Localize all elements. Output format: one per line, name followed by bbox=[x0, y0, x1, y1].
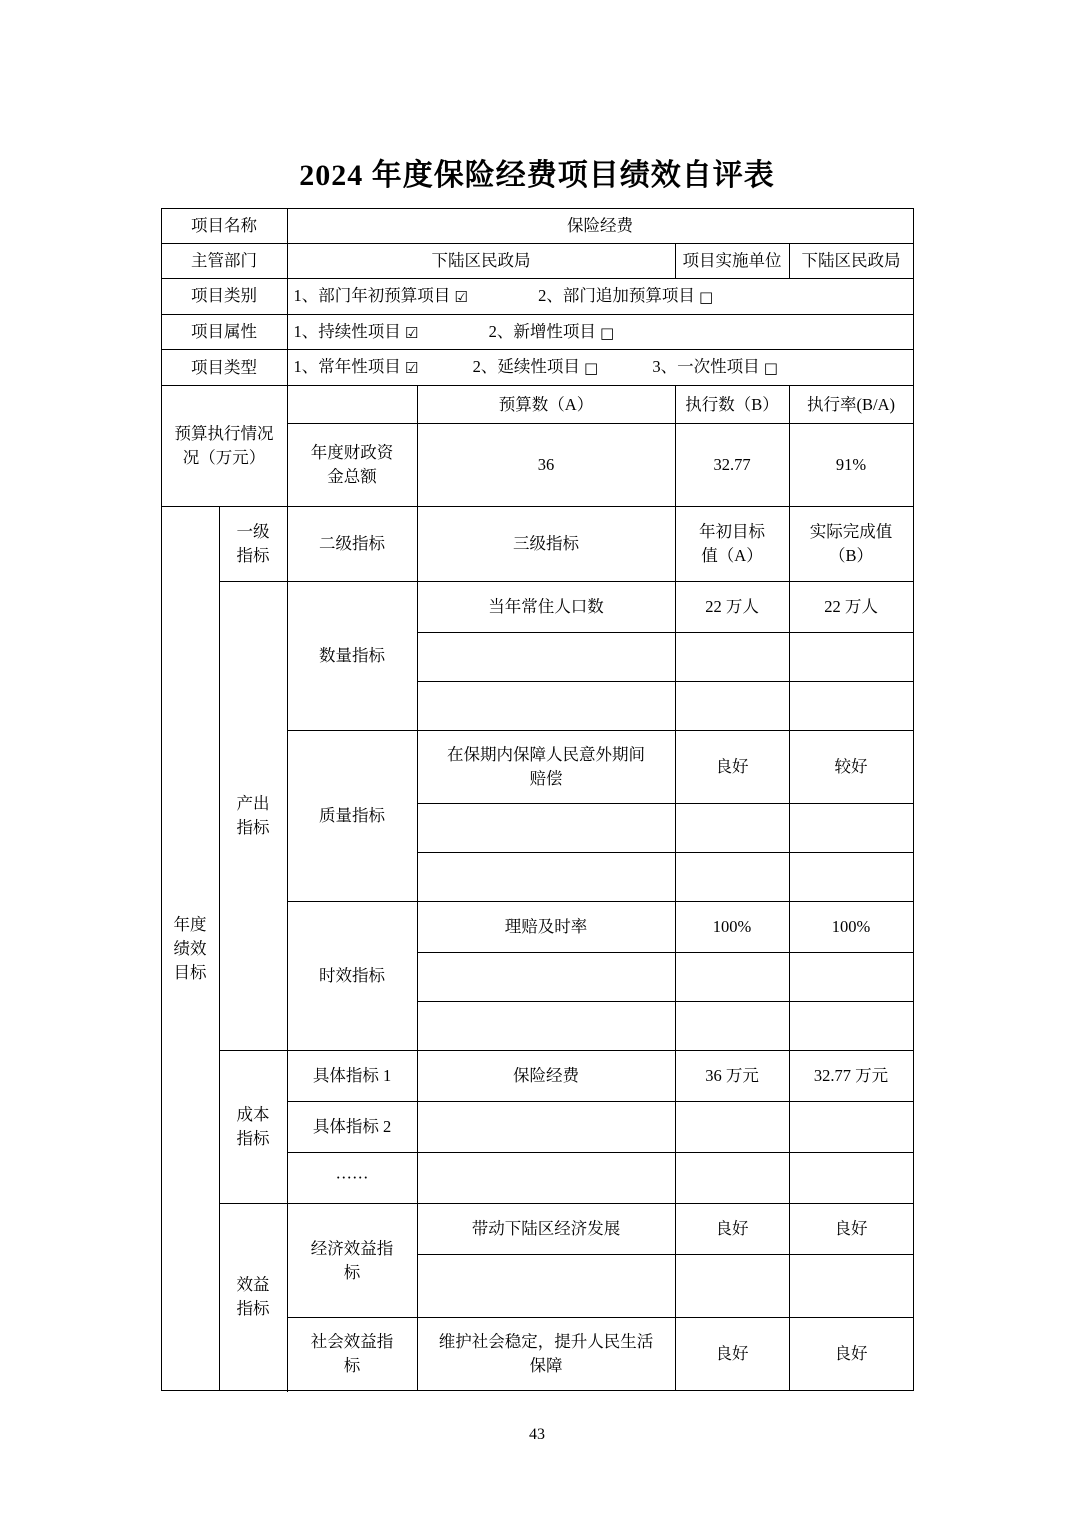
project-name-label: 项目名称 bbox=[161, 209, 287, 244]
social-item-1-name-line2: 保障 bbox=[529, 1356, 563, 1376]
timeliness-indicator-label: 时效指标 bbox=[287, 902, 417, 1051]
initial-target-header-line2: 值（A） bbox=[701, 546, 763, 566]
cost-item-3-label: ······ bbox=[287, 1153, 417, 1204]
initial-target-header-line1: 年初目标 bbox=[699, 522, 765, 542]
benefit-indicator-label bbox=[219, 1204, 287, 1391]
initial-target-header bbox=[675, 507, 789, 582]
benefit-indicator-line2: 指标 bbox=[236, 1299, 270, 1319]
output-indicator-label bbox=[219, 582, 287, 1051]
quality-item-1-name-line1: 在保期内保障人民意外期间 bbox=[447, 745, 645, 765]
project-category-label: 项目类别 bbox=[161, 278, 287, 314]
table-row-project-category bbox=[161, 278, 913, 314]
quality-item-1-name-line2: 赔偿 bbox=[529, 769, 563, 789]
project-attribute-options bbox=[287, 314, 913, 350]
social-item-1-actual: 良好 bbox=[789, 1318, 913, 1391]
category-option-1-label: 1、部门年初预算项目 bbox=[293, 285, 451, 305]
social-item-1-target: 良好 bbox=[675, 1318, 789, 1391]
quality-item-3-actual bbox=[789, 853, 913, 902]
economic-item-1-name: 带动下陆区经济发展 bbox=[417, 1204, 675, 1255]
budget-execution-label-line2: 况（万元） bbox=[182, 448, 266, 468]
cost-item-2-target bbox=[675, 1102, 789, 1153]
quantity-item-1-actual: 22 万人 bbox=[789, 582, 913, 633]
project-name-value: 保险经费 bbox=[287, 209, 913, 244]
table-row-budget-header bbox=[161, 386, 913, 424]
table-row-indicator-header bbox=[161, 507, 913, 582]
cost-item-1-name: 保险经费 bbox=[417, 1051, 675, 1102]
table-row-project-attribute bbox=[161, 314, 913, 350]
table-row-department bbox=[161, 243, 913, 278]
quality-item-3-target bbox=[675, 853, 789, 902]
table-row-quantity-1 bbox=[161, 582, 913, 633]
project-category-options bbox=[287, 278, 913, 314]
cost-indicator-line2: 指标 bbox=[236, 1129, 270, 1149]
actual-completion-header bbox=[789, 507, 913, 582]
level1-indicator-header-line1: 一级 bbox=[236, 522, 270, 542]
economic-item-1-target: 良好 bbox=[675, 1204, 789, 1255]
timeliness-item-1-name: 理赔及时率 bbox=[417, 902, 675, 953]
project-attribute-label: 项目属性 bbox=[161, 314, 287, 350]
economic-benefit-line1: 经济效益指 bbox=[310, 1238, 394, 1258]
economic-benefit-label bbox=[287, 1204, 417, 1318]
attribute-option-1-checkbox[interactable]: ☑ bbox=[404, 323, 419, 342]
budget-row-label bbox=[287, 424, 417, 507]
budget-value-b: 32.77 bbox=[675, 424, 789, 507]
quality-item-1-target: 良好 bbox=[675, 731, 789, 804]
budget-execution-label bbox=[161, 386, 287, 507]
annual-performance-goal-label bbox=[161, 507, 219, 1391]
output-indicator-line1: 产出 bbox=[236, 794, 270, 814]
quantity-item-3-actual bbox=[789, 682, 913, 731]
department-label: 主管部门 bbox=[161, 243, 287, 278]
quantity-indicator-label: 数量指标 bbox=[287, 582, 417, 731]
timeliness-item-2-actual bbox=[789, 953, 913, 1002]
timeliness-item-3-actual bbox=[789, 1002, 913, 1051]
output-indicator-line2: 指标 bbox=[236, 818, 270, 838]
type-option-1-checkbox[interactable]: ☑ bbox=[404, 359, 419, 378]
quality-item-2-name bbox=[417, 804, 675, 853]
quality-item-1-name bbox=[417, 731, 675, 804]
annual-performance-goal-line2: 绩效 bbox=[173, 938, 207, 958]
type-option-2-checkbox[interactable]: □ bbox=[583, 359, 599, 378]
budget-column-rate: 执行率(B/A) bbox=[789, 386, 913, 424]
economic-benefit-line2: 标 bbox=[343, 1262, 361, 1282]
economic-item-2-actual bbox=[789, 1255, 913, 1318]
economic-item-1-actual: 良好 bbox=[789, 1204, 913, 1255]
level1-indicator-header-line2: 指标 bbox=[236, 546, 270, 566]
cost-item-3-actual bbox=[789, 1153, 913, 1204]
quality-item-3-name bbox=[417, 853, 675, 902]
cost-item-2-name bbox=[417, 1102, 675, 1153]
page-title: 2024 年度保险经费项目绩效自评表 bbox=[299, 159, 775, 192]
cost-item-2-actual bbox=[789, 1102, 913, 1153]
type-option-3-label: 3、一次性项目 bbox=[652, 357, 760, 377]
cost-item-2-label: 具体指标 2 bbox=[287, 1102, 417, 1153]
annual-performance-goal-line1: 年度 bbox=[173, 914, 207, 934]
quality-item-2-target bbox=[675, 804, 789, 853]
timeliness-item-2-target bbox=[675, 953, 789, 1002]
actual-completion-header-line2: （B） bbox=[828, 546, 873, 566]
level3-indicator-header: 三级指标 bbox=[417, 507, 675, 582]
cost-item-1-actual: 32.77 万元 bbox=[789, 1051, 913, 1102]
timeliness-item-1-target: 100% bbox=[675, 902, 789, 953]
table-row-economic-1 bbox=[161, 1204, 913, 1255]
social-benefit-label bbox=[287, 1318, 417, 1391]
budget-column-a: 预算数（A） bbox=[417, 386, 675, 424]
cost-indicator-line1: 成本 bbox=[236, 1105, 270, 1125]
timeliness-item-3-name bbox=[417, 1002, 675, 1051]
quantity-item-1-target: 22 万人 bbox=[675, 582, 789, 633]
annual-performance-goal-line3: 目标 bbox=[173, 962, 207, 982]
quantity-item-2-actual bbox=[789, 633, 913, 682]
cost-item-3-target bbox=[675, 1153, 789, 1204]
table-row-project-type bbox=[161, 350, 913, 386]
type-option-3-checkbox[interactable]: □ bbox=[763, 359, 778, 378]
attribute-option-2-label: 2、新增性项目 bbox=[488, 321, 596, 341]
level2-indicator-header: 二级指标 bbox=[287, 507, 417, 582]
economic-item-2-name bbox=[417, 1255, 675, 1318]
quantity-item-2-name bbox=[417, 633, 675, 682]
social-benefit-line1: 社会效益指 bbox=[310, 1332, 394, 1352]
budget-row-label-line2: 金总额 bbox=[327, 467, 377, 487]
quantity-item-2-target bbox=[675, 633, 789, 682]
benefit-indicator-line1: 效益 bbox=[236, 1275, 270, 1295]
implementing-unit-label: 项目实施单位 bbox=[675, 243, 789, 278]
actual-completion-header-line1: 实际完成值 bbox=[809, 522, 893, 542]
social-item-1-name-line1: 维护社会稳定，提升人民生活 bbox=[438, 1332, 654, 1352]
cost-indicator-label bbox=[219, 1051, 287, 1204]
category-option-2-checkbox[interactable]: □ bbox=[698, 287, 714, 306]
quality-item-1-actual: 较好 bbox=[789, 731, 913, 804]
cost-item-1-target: 36 万元 bbox=[675, 1051, 789, 1102]
social-item-1-name bbox=[417, 1318, 675, 1391]
budget-column-b: 执行数（B） bbox=[675, 386, 789, 424]
performance-self-evaluation-table bbox=[161, 208, 914, 1391]
quality-indicator-label: 质量指标 bbox=[287, 731, 417, 902]
category-option-2-label: 2、部门追加预算项目 bbox=[538, 285, 695, 305]
page-number: 43 bbox=[529, 1426, 545, 1443]
cost-item-1-label: 具体指标 1 bbox=[287, 1051, 417, 1102]
social-benefit-line2: 标 bbox=[343, 1356, 361, 1376]
type-option-2-label: 2、延续性项目 bbox=[472, 357, 580, 377]
project-type-options bbox=[287, 350, 913, 386]
timeliness-item-2-name bbox=[417, 953, 675, 1002]
budget-row-label-line1: 年度财政资 bbox=[310, 443, 394, 463]
budget-header-empty bbox=[287, 386, 417, 424]
economic-item-2-target bbox=[675, 1255, 789, 1318]
budget-value-a: 36 bbox=[417, 424, 675, 507]
project-type-label: 项目类型 bbox=[161, 350, 287, 386]
budget-execution-label-line1: 预算执行情况 bbox=[174, 424, 274, 444]
attribute-option-1-label: 1、持续性项目 bbox=[293, 321, 401, 341]
quantity-item-3-target bbox=[675, 682, 789, 731]
timeliness-item-3-target bbox=[675, 1002, 789, 1051]
type-option-1-label: 1、常年性项目 bbox=[293, 357, 401, 377]
table-row-cost-1 bbox=[161, 1051, 913, 1102]
cost-item-3-name bbox=[417, 1153, 675, 1204]
attribute-option-2-checkbox[interactable]: □ bbox=[599, 323, 615, 342]
budget-value-rate: 91% bbox=[789, 424, 913, 507]
table-row-project-name bbox=[161, 209, 913, 244]
implementing-unit-value: 下陆区民政局 bbox=[789, 243, 913, 278]
quantity-item-3-name bbox=[417, 682, 675, 731]
department-value: 下陆区民政局 bbox=[287, 243, 675, 278]
quantity-item-1-name: 当年常住人口数 bbox=[417, 582, 675, 633]
level1-indicator-header bbox=[219, 507, 287, 582]
category-option-1-checkbox[interactable]: ☑ bbox=[454, 287, 468, 306]
timeliness-item-1-actual: 100% bbox=[789, 902, 913, 953]
quality-item-2-actual bbox=[789, 804, 913, 853]
